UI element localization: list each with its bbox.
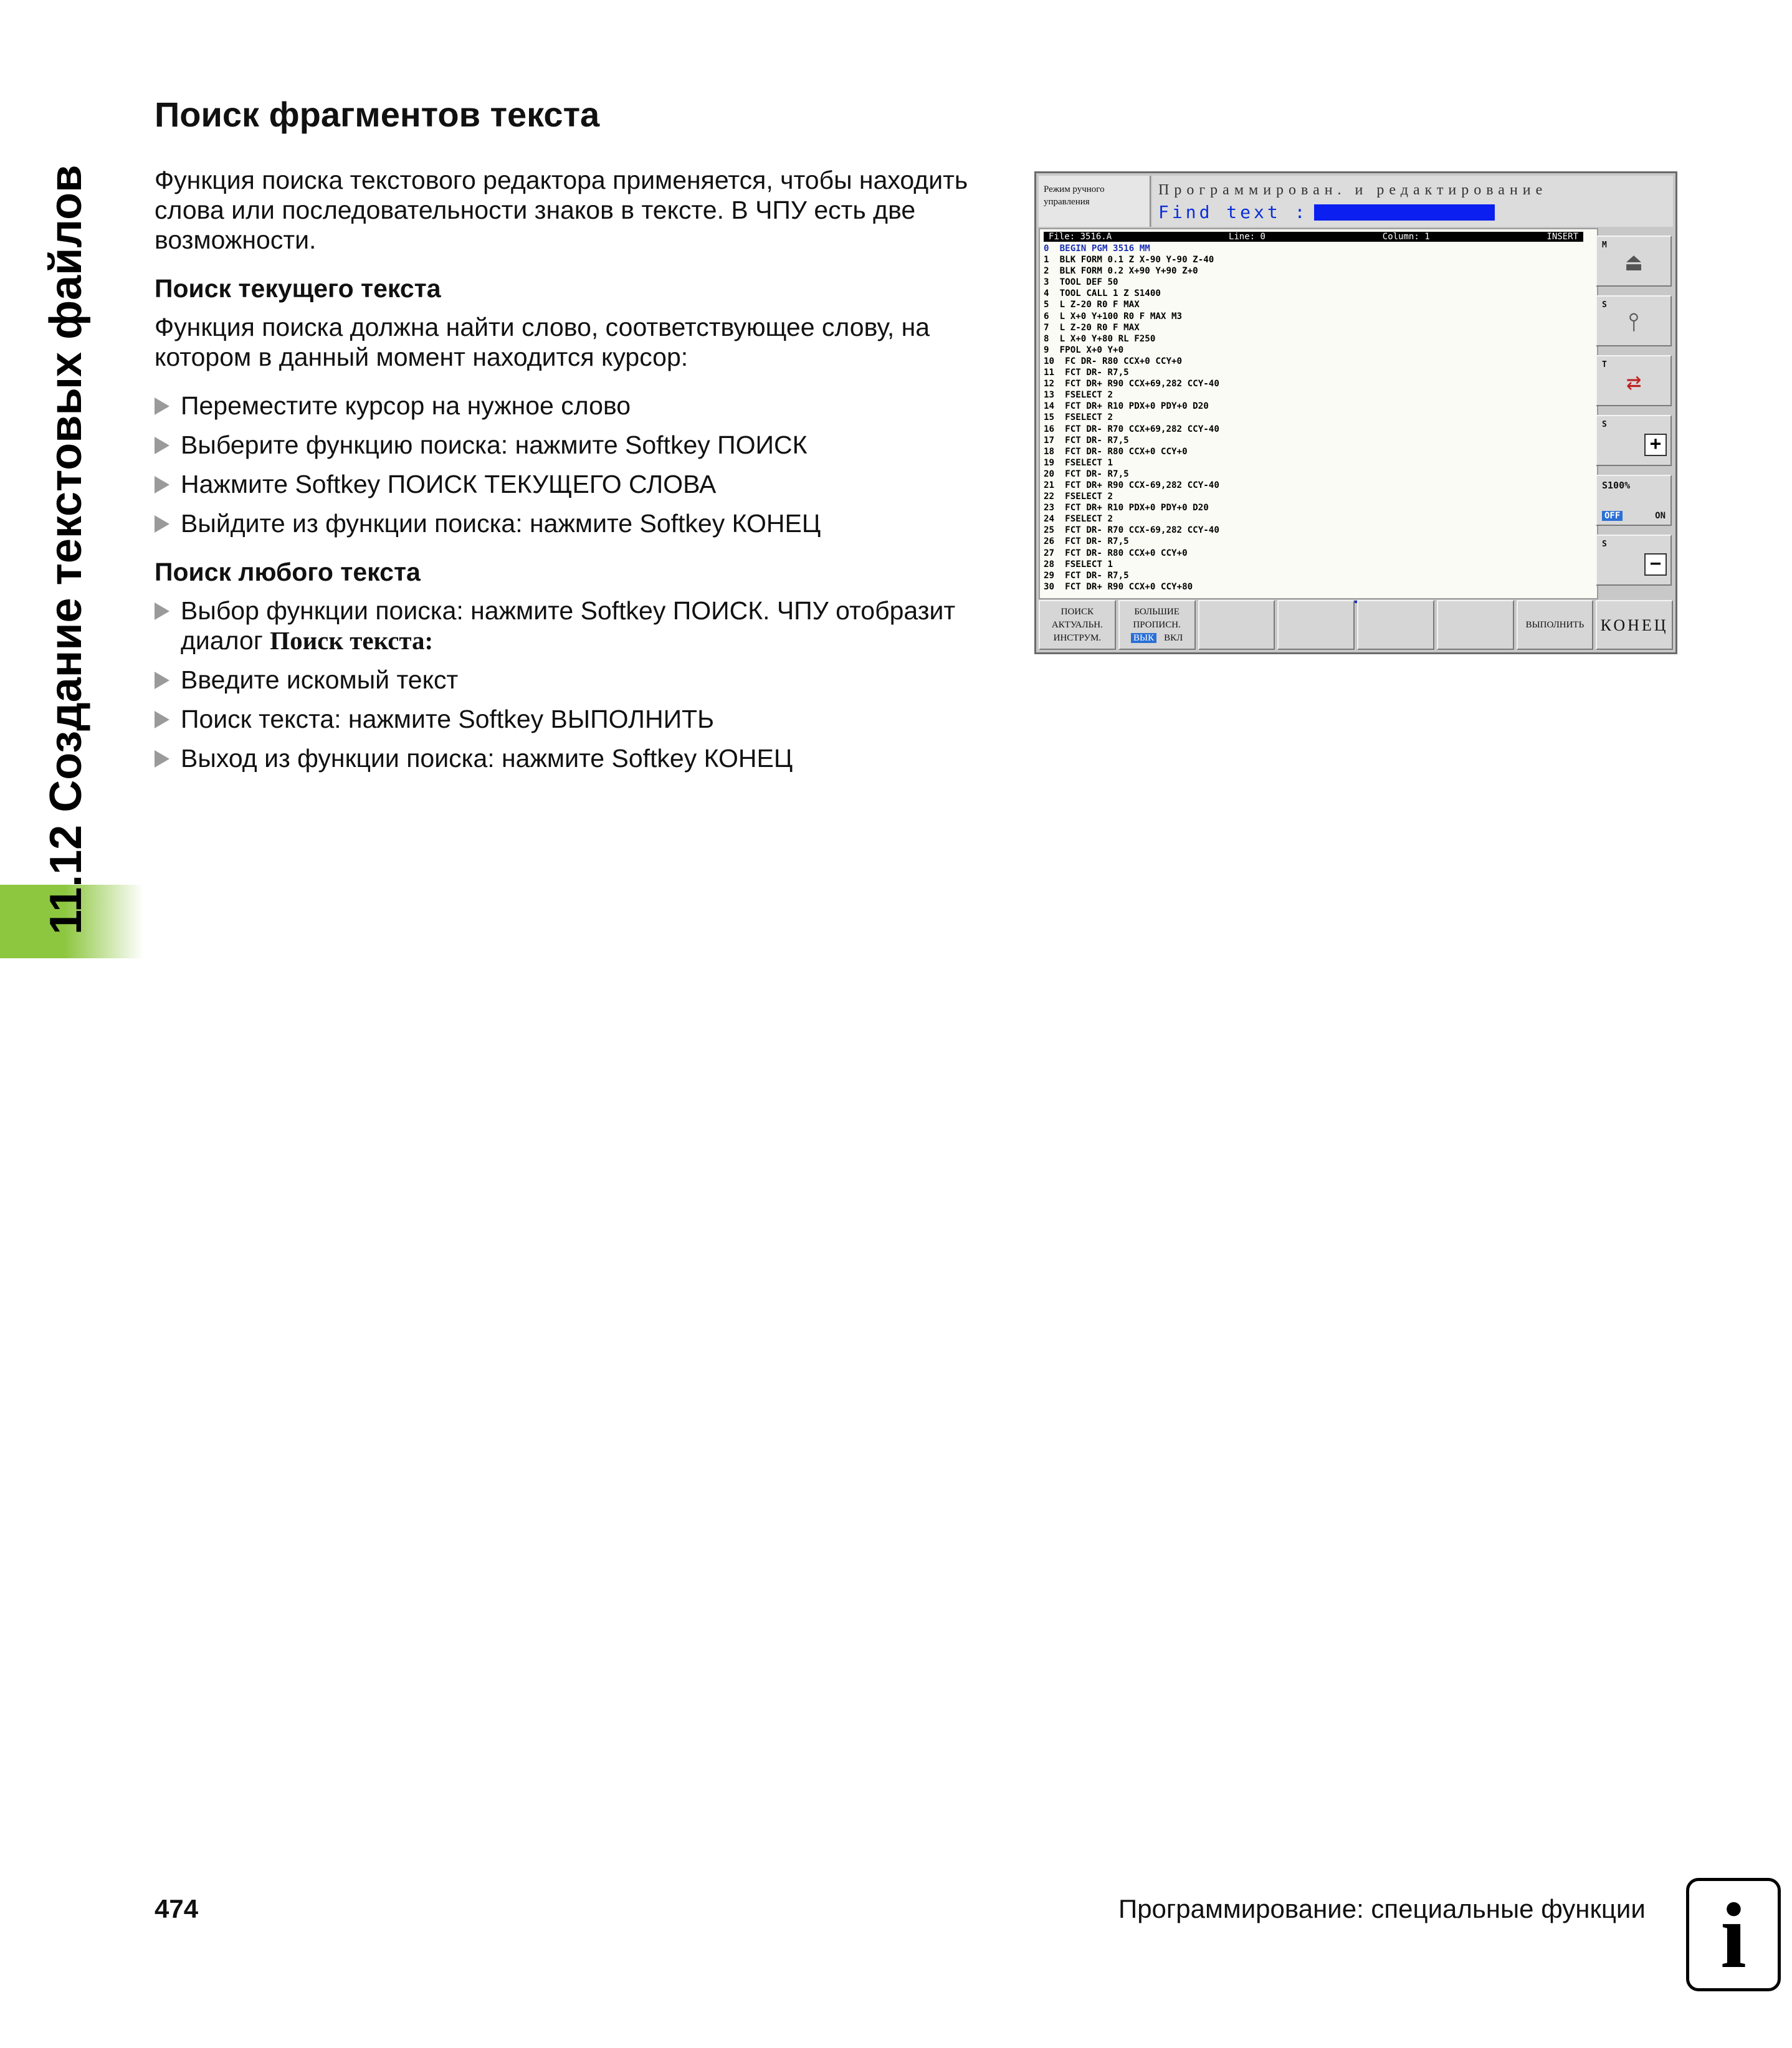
off-badge: OFF <box>1602 511 1623 521</box>
on-label: ВКЛ <box>1164 632 1183 643</box>
step-text: Выход из функции поиска: нажмите Softkey КОНЕЦ <box>181 744 793 773</box>
softkey-label: КОНЕЦ <box>1600 616 1669 634</box>
program-line[interactable]: 19 FSELECT 1 <box>1044 457 1113 468</box>
side-softkeys <box>1596 236 1673 598</box>
softkey-label: ПРОПИСН. <box>1133 619 1181 630</box>
softkey-label: БОЛЬШИЕ <box>1134 606 1180 617</box>
program-line[interactable]: 30 FCT DR+ R90 CCX+0 CCY+80 <box>1044 581 1193 592</box>
softkey-bar <box>1039 600 1673 650</box>
program-line[interactable]: 7 L Z-20 R0 F MAX <box>1044 322 1140 333</box>
section-heading-current-text: Поиск текущего текста <box>155 274 441 303</box>
program-line[interactable]: 9 FPOL X+0 Y+0 <box>1044 345 1124 355</box>
side-key-spindle-minus[interactable] <box>1596 535 1672 586</box>
step-item <box>155 704 1008 734</box>
program-line[interactable]: 29 FCT DR- R7,5 <box>1044 570 1129 581</box>
program-line[interactable]: 14 FCT DR+ R10 PDX+0 PDY+0 D20 <box>1044 401 1209 412</box>
program-line[interactable]: 12 FCT DR+ R90 CCX+69,282 CCY-40 <box>1044 379 1219 389</box>
page-title: Поиск фрагментов текста <box>155 95 600 134</box>
chapter-title-vertical: 11.12 Создание текстовых файлов <box>41 164 91 935</box>
side-key-label: S <box>1602 540 1607 549</box>
program-line[interactable]: 5 L Z-20 R0 F MAX <box>1044 300 1140 310</box>
program-line[interactable]: 13 FSELECT 2 <box>1044 390 1113 401</box>
step-item <box>155 665 1008 695</box>
on-label: ON <box>1655 511 1666 521</box>
program-line[interactable]: 2 BLK FORM 0.2 X+90 Y+90 Z+0 <box>1044 266 1198 277</box>
spindle-icon: ⫯ <box>1628 308 1639 336</box>
program-line[interactable]: 28 FSELECT 1 <box>1044 559 1113 569</box>
step-text: Переместите курсор на нужное слово <box>181 391 631 421</box>
softkey-execute[interactable] <box>1517 600 1594 650</box>
softkey-search-current[interactable] <box>1039 600 1116 650</box>
off-badge: ВЫК <box>1131 633 1156 643</box>
step-text: Выберите функцию поиска: нажмите Softkey ПОИСК <box>181 431 808 460</box>
program-line[interactable]: 17 FCT DR- R7,5 <box>1044 435 1129 445</box>
step-item <box>155 743 1008 773</box>
side-key-label: M <box>1602 241 1607 250</box>
main-content <box>155 93 1008 792</box>
plus-icon: + <box>1644 434 1667 456</box>
section1-steps <box>155 391 1008 538</box>
side-key-label: S <box>1602 300 1607 310</box>
softkey-empty <box>1357 600 1434 650</box>
step-item <box>155 391 1008 421</box>
step-text: Выйдите из функции поиска: нажмите Softkey КОНЕЦ <box>181 509 821 538</box>
side-key-t[interactable] <box>1596 355 1672 406</box>
step-item <box>155 508 1008 538</box>
program-line[interactable]: 26 FCT DR- R7,5 <box>1044 536 1129 547</box>
softkey-empty <box>1437 600 1514 650</box>
program-line[interactable]: 6 L X+0 Y+100 R0 F MAX M3 <box>1044 311 1183 321</box>
program-line[interactable]: 27 FCT DR- R80 CCX+0 CCY+0 <box>1044 548 1188 558</box>
page-number: 474 <box>155 1894 199 1923</box>
find-dialog <box>1158 202 1667 222</box>
step-item <box>155 430 1008 460</box>
side-key-m[interactable] <box>1596 236 1672 287</box>
section1-paragraph: Функция поиска должна найти слово, соответствующее слову, на котором в данный момент находится курсор: <box>155 313 930 372</box>
minus-icon: − <box>1644 553 1667 576</box>
arrow-icon <box>155 515 169 533</box>
editor-status-bar <box>1044 232 1583 242</box>
softkey-case-sensitive[interactable] <box>1118 600 1196 650</box>
arrow-icon <box>155 437 169 454</box>
machine-icon: ⏏ <box>1626 248 1642 277</box>
override-label: S100% <box>1602 480 1631 491</box>
program-line[interactable]: 24 FSELECT 2 <box>1044 514 1113 525</box>
find-text-input[interactable] <box>1314 204 1495 221</box>
program-line[interactable]: 4 TOOL CALL 1 Z S1400 <box>1044 288 1161 299</box>
header-title: Программирован. и редактирование <box>1158 182 1548 198</box>
find-label: Find text : <box>1158 202 1308 222</box>
softkey-label: ИНСТРУМ. <box>1053 632 1102 643</box>
side-key-spindle-plus[interactable] <box>1596 415 1672 466</box>
program-line[interactable]: 18 FCT DR- R80 CCX+0 CCY+0 <box>1044 446 1188 457</box>
status-mode: INSERT <box>1547 232 1578 242</box>
program-line[interactable]: 0 BEGIN PGM 3516 MM <box>1044 244 1150 254</box>
program-line[interactable]: 11 FCT DR- R7,5 <box>1044 368 1129 378</box>
program-line[interactable]: 3 TOOL DEF 50 <box>1044 277 1118 288</box>
program-line[interactable]: 20 FCT DR- R7,5 <box>1044 469 1129 479</box>
program-line[interactable]: 25 FCT DR- R70 CCX-69,282 CCY-40 <box>1044 525 1219 536</box>
step-item <box>155 469 1008 499</box>
program-line[interactable]: 21 FCT DR+ R90 CCX-69,282 CCY-40 <box>1044 480 1219 490</box>
cnc-header <box>1152 176 1673 227</box>
program-lines <box>1044 243 1593 593</box>
arrow-icon <box>155 750 169 768</box>
step-item <box>155 596 1008 655</box>
footer-section-title: Программирование: специальные функции <box>1118 1894 1646 1923</box>
intro-paragraph: Функция поиска текстового редактора применяется, чтобы находить слова или последовательности знаков в тексте. В ЧПУ есть две возможности. <box>155 166 968 255</box>
program-line[interactable]: 1 BLK FORM 0.1 Z X-90 Y-90 Z-40 <box>1044 255 1214 265</box>
step-text: Поиск текста: нажмите Softkey ВЫПОЛНИТЬ <box>181 705 714 734</box>
status-file: File: 3516.A <box>1049 232 1112 242</box>
mode-label-line2: управления <box>1044 197 1090 207</box>
side-key-label: S <box>1602 420 1607 429</box>
program-editor[interactable] <box>1039 228 1598 599</box>
operating-mode-panel <box>1039 176 1151 227</box>
arrow-icon <box>155 476 169 493</box>
softkey-empty <box>1277 600 1355 650</box>
status-column: Column: 1 <box>1382 232 1430 242</box>
softkey-label: АКТУАЛЬН. <box>1051 619 1103 630</box>
arrow-icon <box>155 711 169 728</box>
status-line: Line: 0 <box>1228 232 1265 242</box>
program-line[interactable]: 22 FSELECT 2 <box>1044 492 1113 502</box>
softkey-empty <box>1198 600 1275 650</box>
program-line[interactable]: 16 FCT DR- R70 CCX+69,282 CCY-40 <box>1044 424 1219 434</box>
side-key-label: T <box>1602 360 1607 369</box>
tool-change-icon: ⇄ <box>1626 368 1642 396</box>
softkey-end[interactable] <box>1596 600 1673 650</box>
program-line[interactable]: 8 L X+0 Y+80 RL F250 <box>1044 333 1156 344</box>
softkey-label: ВЫПОЛНИТЬ <box>1525 619 1585 630</box>
side-key-s[interactable] <box>1596 295 1672 346</box>
side-key-spindle-override[interactable] <box>1596 475 1672 526</box>
mode-label-line1: Режим ручного <box>1044 184 1105 194</box>
arrow-icon <box>155 398 169 415</box>
softkey-label: ПОИСК <box>1060 606 1094 617</box>
info-icon <box>1686 1878 1781 1991</box>
arrow-icon <box>155 602 169 620</box>
dialog-name: Поиск текста: <box>270 626 434 655</box>
section-heading-any-text: Поиск любого текста <box>155 558 421 587</box>
program-line[interactable]: 23 FCT DR+ R10 PDX+0 PDY+0 D20 <box>1044 503 1209 513</box>
cnc-screen <box>1034 171 1677 654</box>
arrow-icon <box>155 672 169 689</box>
program-line[interactable]: 15 FSELECT 2 <box>1044 412 1113 423</box>
section2-steps <box>155 596 1008 773</box>
step-text: Выбор функции поиска: нажмите Softkey ПОИСК. ЧПУ отобразит диалог <box>181 596 956 655</box>
info-letter: i <box>1720 1884 1747 1988</box>
step-text: Введите искомый текст <box>181 665 459 695</box>
step-text: Нажмите Softkey ПОИСК ТЕКУЩЕГО СЛОВА <box>181 470 717 499</box>
program-line[interactable]: 10 FC DR- R80 CCX+0 CCY+0 <box>1044 356 1183 366</box>
